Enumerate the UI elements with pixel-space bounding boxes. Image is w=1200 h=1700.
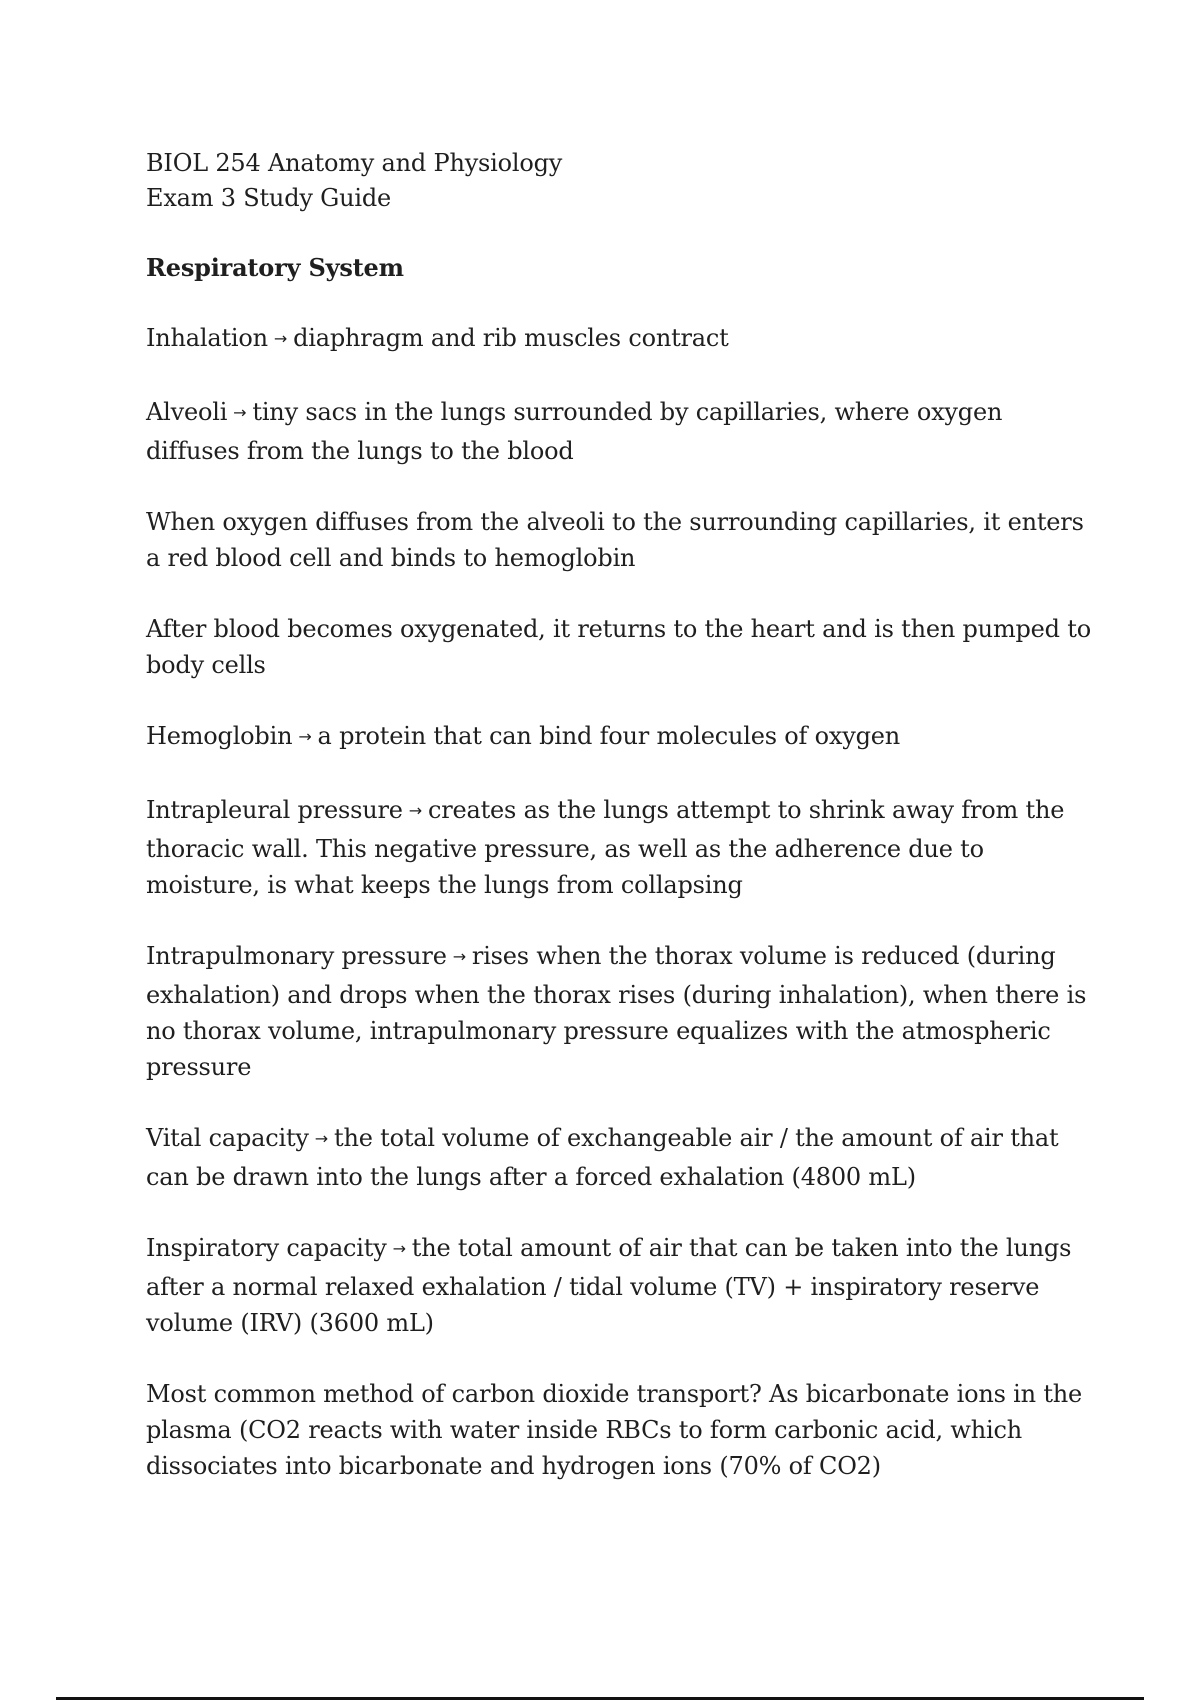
arrow-icon: →	[298, 727, 312, 746]
note-oxygenated-blood	[146, 611, 1096, 683]
note-text: Most common method of carbon dioxide transport? As bicarbonate ions in the plasma (CO2 reacts with water inside RBCs to form carbonic acid, which dissociates into bicarbonate and hydrogen ions (70% of CO2)	[146, 1380, 1083, 1480]
note-oxygen-diffusion	[146, 504, 1096, 576]
arrow-icon: →	[233, 403, 247, 422]
note-intrapleural-pressure	[146, 792, 1096, 903]
note-inspiratory-capacity	[146, 1230, 1096, 1341]
note-inhalation	[146, 320, 1096, 359]
note-text: creates as the lungs attempt to shrink away from the thoracic wall. This negative pressure, as well as the adherence due to moisture, is what keeps the lungs from collapsing	[146, 796, 1065, 899]
arrow-icon: →	[408, 801, 422, 820]
note-term: Vital capacity	[146, 1124, 309, 1152]
note-text: the total volume of exchangeable air / the amount of air that can be drawn into the lungs after a forced exhalation (4800 mL)	[146, 1124, 1059, 1191]
note-text: After blood becomes oxygenated, it returns to the heart and is then pumped to body cells	[146, 615, 1091, 679]
note-term: Intrapulmonary pressure	[146, 942, 447, 970]
note-text: When oxygen diffuses from the alveoli to the surrounding capillaries, it enters a red blood cell and binds to hemoglobin	[146, 508, 1084, 572]
note-term: Alveoli	[146, 398, 228, 426]
note-text: the total amount of air that can be taken into the lungs after a normal relaxed exhalation / tidal volume (TV) + inspiratory reserve volume (IRV) (3600 mL)	[146, 1234, 1072, 1337]
note-co2-transport	[146, 1376, 1096, 1484]
note-text: a protein that can bind four molecules of oxygen	[317, 722, 901, 750]
note-hemoglobin	[146, 718, 1096, 757]
note-term: Hemoglobin	[146, 722, 293, 750]
note-term: Inspiratory capacity	[146, 1234, 387, 1262]
arrow-icon: →	[314, 1129, 329, 1148]
note-term: Intrapleural pressure	[146, 796, 403, 824]
document-subtitle: Exam 3 Study Guide	[146, 184, 392, 212]
course-title: BIOL 254 Anatomy and Physiology	[146, 149, 563, 177]
note-intrapulmonary-pressure	[146, 938, 1096, 1085]
arrow-icon: →	[273, 329, 288, 348]
section-heading: Respiratory System	[146, 253, 404, 282]
note-text: diaphragm and rib muscles contract	[293, 324, 729, 352]
arrow-icon: →	[452, 947, 466, 966]
note-vital-capacity	[146, 1120, 1096, 1195]
document-page	[146, 146, 1096, 1484]
note-text: tiny sacs in the lungs surrounded by capillaries, where oxygen diffuses from the lungs to the blood	[146, 398, 1003, 465]
note-term: Inhalation	[146, 324, 268, 352]
arrow-icon: →	[392, 1239, 406, 1258]
note-alveoli	[146, 394, 1096, 469]
note-text: rises when the thorax volume is reduced (during exhalation) and drops when the thorax rises (during inhalation), when there is no thorax volume, intrapulmonary pressure equalizes with the atmospheric pressure	[146, 942, 1087, 1081]
